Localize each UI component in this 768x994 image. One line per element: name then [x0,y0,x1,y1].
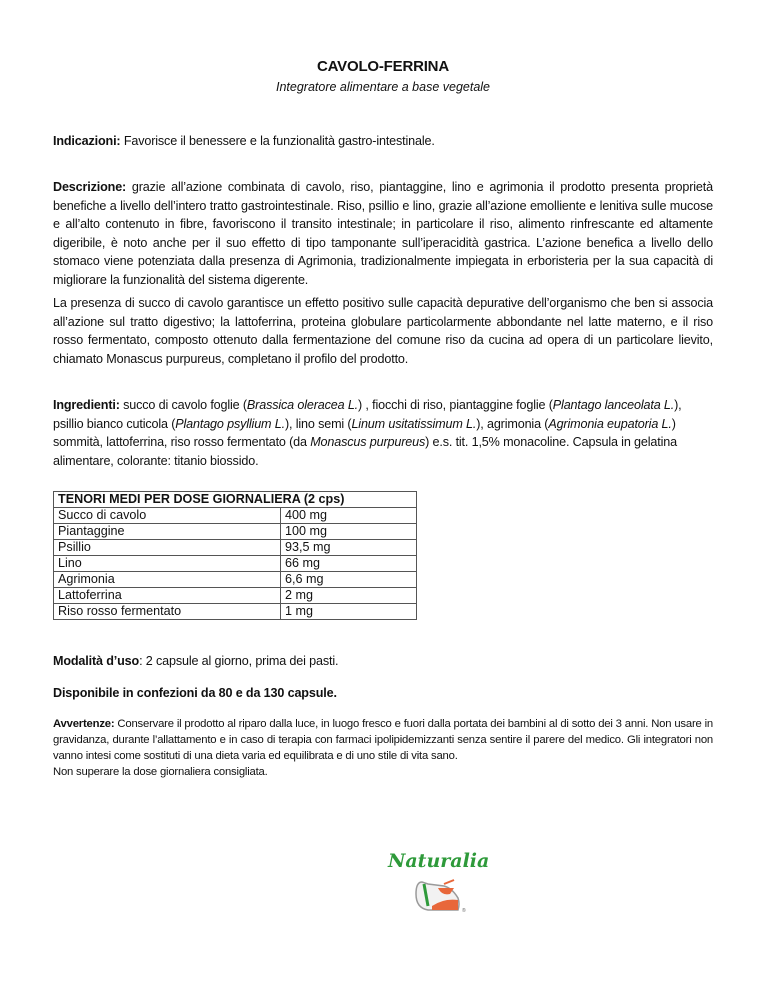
ingredienti-text: succo di cavolo foglie ( [119,398,247,412]
table-cell-value: 93,5 mg [281,540,417,556]
tenori-table [53,491,417,620]
descrizione-paragraph-2: La presenza di succo di cavolo garantisce un effetto positivo sulle capacità depurative dell’organismo che ben si associa all’azione sul tratto digestivo; la lattoferrina, proteina globulare particolarmente abbondante nel latte materno, e il riso rosso fermentato, composto ottenuto dalla fermentazione del comune riso da cucina ad opera di un particolare lievito, chiamato Monascus purpureus, completano il profilo del prodotto. [53,296,713,366]
modalita-label: Modalità d’uso [53,654,140,668]
table-row [54,508,417,524]
table-header: TENORI MEDI PER DOSE GIORNALIERA (2 cps) [54,492,417,508]
descrizione-section [53,178,713,290]
ingredienti-text: ) e.s. tit. 1,5% monacoline. Capsula in gelatina alimentare, colorante: titanio biossido. [53,435,677,468]
indicazioni-section [53,132,713,151]
ingredienti-text: ) sommità, lattoferrina, riso rosso fermentato (da [53,416,676,450]
table-cell-name: Riso rosso fermentato [54,604,281,620]
table-cell-name: Lino [54,556,281,572]
disponibile-text: Disponibile in confezioni da 80 e da 130 capsule. [53,686,337,700]
table-cell-value: 400 mg [281,508,417,524]
table-row [54,588,417,604]
botanical-name: Monascus purpureus [310,435,426,450]
table-cell-name: Lattoferrina [54,588,281,604]
ingredienti-text: ) , fiocchi di riso, piantaggine foglie ( [358,398,553,412]
ingredienti-label: Ingredienti: [53,398,120,412]
modalita-section [53,652,713,671]
modalita-text: : 2 capsule al giorno, prima dei pasti. [139,654,339,668]
avvertenze-label: Avvertenze: [53,718,115,730]
avvertenze-dose-note: Non superare la dose giornaliera consigliata. [53,766,268,778]
table-cell-value: 6,6 mg [281,572,417,588]
avvertenze-section [53,716,713,780]
table-row [54,572,417,588]
botanical-name: Plantago lanceolata L. [552,398,675,412]
table-cell-name: Agrimonia [54,572,281,588]
descrizione-label: Descrizione: [53,180,127,194]
table-row [54,604,417,620]
page-subtitle: Integratore alimentare a base vegetale [275,80,491,94]
ingredienti-text: ), agrimonia ( [476,416,549,431]
table-cell-value: 1 mg [281,604,417,620]
indicazioni-label: Indicazioni: [53,134,121,148]
table-cell-name: Piantaggine [54,524,281,540]
table-cell-value: 2 mg [281,588,417,604]
ingredienti-text: ), lino semi ( [284,416,352,431]
table-row [54,524,417,540]
table-cell-value: 66 mg [281,556,417,572]
avvertenze-text: Conservare il prodotto al riparo dalla luce, in luogo fresco e fuori dalla portata dei bambini al di sotto dei 3 anni. Non usare in gravidanza, durante l’allattamento e in caso di terapia con farmaci ipolipidemizzanti senza sentire il parere del medico. Gli integratori non vanno intesi come sostituti di una dieta varia ed equilibrata e di uno stile di vita sano. [53,718,713,762]
table-row [54,540,417,556]
descrizione-text: grazie all’azione combinata di cavolo, riso, piantaggine, lino e agrimonia il prodotto presenta proprietà benefiche a livello dell’intero tratto gastrointestinale. Riso, psillio e lino, grazie all’azione emolliente e lenitiva sulle mucose e all’alto contenuto in fibre, favoriscono il transito intestinale; in particolare il riso, alimento rinfrescante ed altamente digeribile, è noto anche per il suo effetto di tipo tamponante sull’iperacidità gastrica. L’azione benefica a livello dello stomaco viene potenziata dalla presenza di Agrimonia, tradizionalmente impiegata in erboristeria per la sua capacità di migliorare la funzionalità del sistema digerente. [53,180,713,287]
botanical-name: Linum usitatissimum L. [351,416,477,431]
naturalia-logo [388,850,488,915]
botanical-name: Plantago psyllium L. [175,416,285,431]
brand-name: Naturalia [388,850,490,872]
table-cell-value: 100 mg [281,524,417,540]
ingredienti-text: ), psillio bianco cuticola ( [53,398,682,431]
indicazioni-text: Favorisce il benessere e la funzionalità gastro-intestinale. [120,134,435,148]
table-row [54,556,417,572]
page-title: CAVOLO-FERRINA [317,58,449,75]
svg-text:®: ® [462,908,466,914]
botanical-name: Brassica oleracea L. [246,398,359,412]
ingredienti-section [53,396,713,470]
table-cell-name: Psillio [54,540,281,556]
botanical-name: Agrimonia eupatoria L. [548,416,672,431]
table-header-row [54,492,417,508]
mortar-emblem-icon [388,876,488,916]
table-cell-name: Succo di cavolo [54,508,281,524]
